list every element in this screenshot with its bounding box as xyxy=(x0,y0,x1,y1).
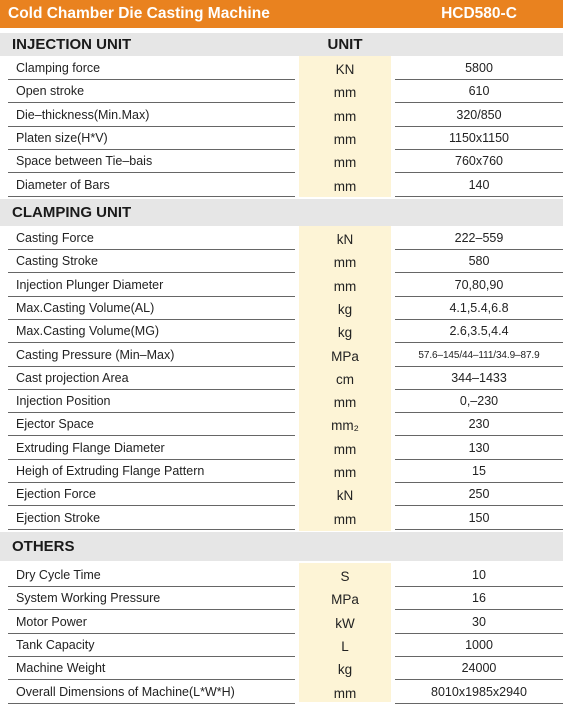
spec-row xyxy=(0,413,563,436)
spec-value: 24000 xyxy=(461,661,497,676)
spec-row xyxy=(0,657,563,680)
section-title: OTHERS xyxy=(12,538,75,555)
spec-unit: kg xyxy=(337,662,353,678)
spec-label: Max.Casting Volume(AL) xyxy=(16,300,155,315)
spec-unit: mm xyxy=(333,155,357,171)
spec-row xyxy=(0,460,563,483)
spec-row xyxy=(0,587,563,610)
spec-label: Space between Tie–bais xyxy=(16,154,153,169)
spec-value: 2.6,3.5,4.4 xyxy=(449,324,509,339)
spec-label: Casting Stroke xyxy=(16,254,98,269)
spec-unit: mm xyxy=(333,178,357,194)
spec-label: Extruding Flange Diameter xyxy=(16,440,165,455)
spec-label: Diameter of Bars xyxy=(16,177,110,192)
spec-row xyxy=(0,367,563,390)
spec-row xyxy=(0,174,563,197)
spec-label: Clamping force xyxy=(16,61,101,75)
row-divider xyxy=(395,196,563,197)
spec-label: Tank Capacity xyxy=(16,637,95,652)
spec-row xyxy=(0,274,563,297)
spec-label: Max.Casting Volume(MG) xyxy=(16,324,160,339)
spec-value: 0,–230 xyxy=(459,394,499,409)
row-divider xyxy=(8,529,295,530)
spec-value: 760x760 xyxy=(455,154,503,169)
section-title: CLAMPING UNIT xyxy=(12,204,132,221)
spec-unit: mm xyxy=(333,278,357,294)
spec-row xyxy=(0,250,563,273)
spec-value: 1150x1150 xyxy=(448,130,509,145)
spec-row xyxy=(0,80,563,103)
row-divider xyxy=(395,703,563,704)
spec-unit: MPa xyxy=(331,592,359,608)
spec-label: Cast projection Area xyxy=(16,370,129,385)
spec-value: 10 xyxy=(472,568,486,582)
spec-row xyxy=(0,150,563,173)
spec-unit: mm xyxy=(333,108,357,124)
spec-row xyxy=(0,507,563,530)
section-header xyxy=(0,532,563,561)
spec-row xyxy=(0,390,563,413)
spec-value: 15 xyxy=(472,464,486,478)
spec-label: Casting Force xyxy=(16,231,94,245)
spec-unit: S xyxy=(340,569,350,584)
spec-row xyxy=(0,320,563,343)
spec-value: 250 xyxy=(468,487,490,502)
spec-value: 4.1,5.4,6.8 xyxy=(449,300,509,315)
spec-value: 30 xyxy=(472,614,486,629)
spec-unit: kN xyxy=(336,488,354,504)
spec-value: 140 xyxy=(468,177,490,192)
spec-unit: mm xyxy=(333,255,357,271)
spec-unit: kN xyxy=(336,232,354,247)
spec-value: 57.6–145/44–111/34.9–87.9 xyxy=(418,349,540,361)
spec-label: Overall Dimensions of Machine(L*W*H) xyxy=(16,684,235,699)
row-divider xyxy=(8,196,295,197)
spec-unit: mm₂ xyxy=(331,418,359,434)
spec-unit: kg xyxy=(337,325,353,341)
spec-row xyxy=(0,227,563,250)
spec-label: Ejection Force xyxy=(16,487,96,502)
spec-unit: L xyxy=(341,638,349,654)
spec-unit: mm xyxy=(333,131,357,147)
spec-label: Die–thickness(Min.Max) xyxy=(16,107,150,122)
spec-unit: mm xyxy=(333,465,357,480)
spec-unit: mm xyxy=(333,441,357,457)
spec-unit: kg xyxy=(337,301,353,317)
spec-unit: mm xyxy=(333,395,357,411)
spec-value: 150 xyxy=(468,510,490,525)
spec-label: Ejector Space xyxy=(16,417,94,432)
spec-value: 230 xyxy=(468,417,490,432)
spec-row xyxy=(0,483,563,506)
spec-value: 130 xyxy=(468,440,490,455)
spec-label: Platen size(H*V) xyxy=(16,130,108,145)
spec-unit: kW xyxy=(335,615,355,631)
spec-label: Open stroke xyxy=(16,84,85,99)
row-divider xyxy=(8,703,295,704)
spec-label: Injection Position xyxy=(16,394,111,409)
spec-value: 1000 xyxy=(465,637,493,652)
spec-value: 70,80,90 xyxy=(454,277,504,292)
spec-row xyxy=(0,344,563,367)
unit-column-header: UNIT xyxy=(327,36,363,53)
row-divider xyxy=(395,529,563,530)
spec-unit: mm xyxy=(333,511,357,527)
spec-row xyxy=(0,611,563,634)
section-header xyxy=(0,33,563,56)
spec-value: 222–559 xyxy=(454,231,504,245)
spec-label: Machine Weight xyxy=(16,661,106,676)
spec-unit: mm xyxy=(333,85,357,101)
spec-unit: MPa xyxy=(331,348,359,364)
spec-label: Heigh of Extruding Flange Pattern xyxy=(16,464,205,478)
spec-unit: KN xyxy=(335,62,355,77)
sheet-title: Cold Chamber Die Casting Machine xyxy=(8,5,270,22)
spec-unit: mm xyxy=(333,685,357,701)
section-header xyxy=(0,199,563,226)
spec-row xyxy=(0,634,563,657)
section-title: INJECTION UNIT xyxy=(12,36,132,53)
spec-value: 8010x1985x2940 xyxy=(431,684,527,699)
title-bar xyxy=(0,0,563,28)
spec-value: 344–1433 xyxy=(451,370,507,385)
spec-label: Ejection Stroke xyxy=(16,510,101,525)
spec-label: Casting Pressure (Min–Max) xyxy=(16,347,175,362)
spec-value: 16 xyxy=(472,591,486,606)
spec-row xyxy=(0,297,563,320)
spec-label: System Working Pressure xyxy=(16,591,161,606)
spec-label: Injection Plunger Diameter xyxy=(16,277,164,292)
spec-value: 610 xyxy=(468,84,490,99)
model-name: HCD580-C xyxy=(441,5,517,22)
spec-row xyxy=(0,564,563,587)
spec-unit: cm xyxy=(336,371,354,387)
spec-row xyxy=(0,127,563,150)
spec-row xyxy=(0,104,563,127)
spec-row xyxy=(0,57,563,80)
spec-value: 5800 xyxy=(465,61,493,75)
spec-row xyxy=(0,681,563,704)
spec-label: Dry Cycle Time xyxy=(16,568,101,582)
spec-label: Motor Power xyxy=(16,614,87,629)
spec-value: 580 xyxy=(468,254,490,269)
spec-row xyxy=(0,437,563,460)
spec-value: 320/850 xyxy=(456,107,502,122)
